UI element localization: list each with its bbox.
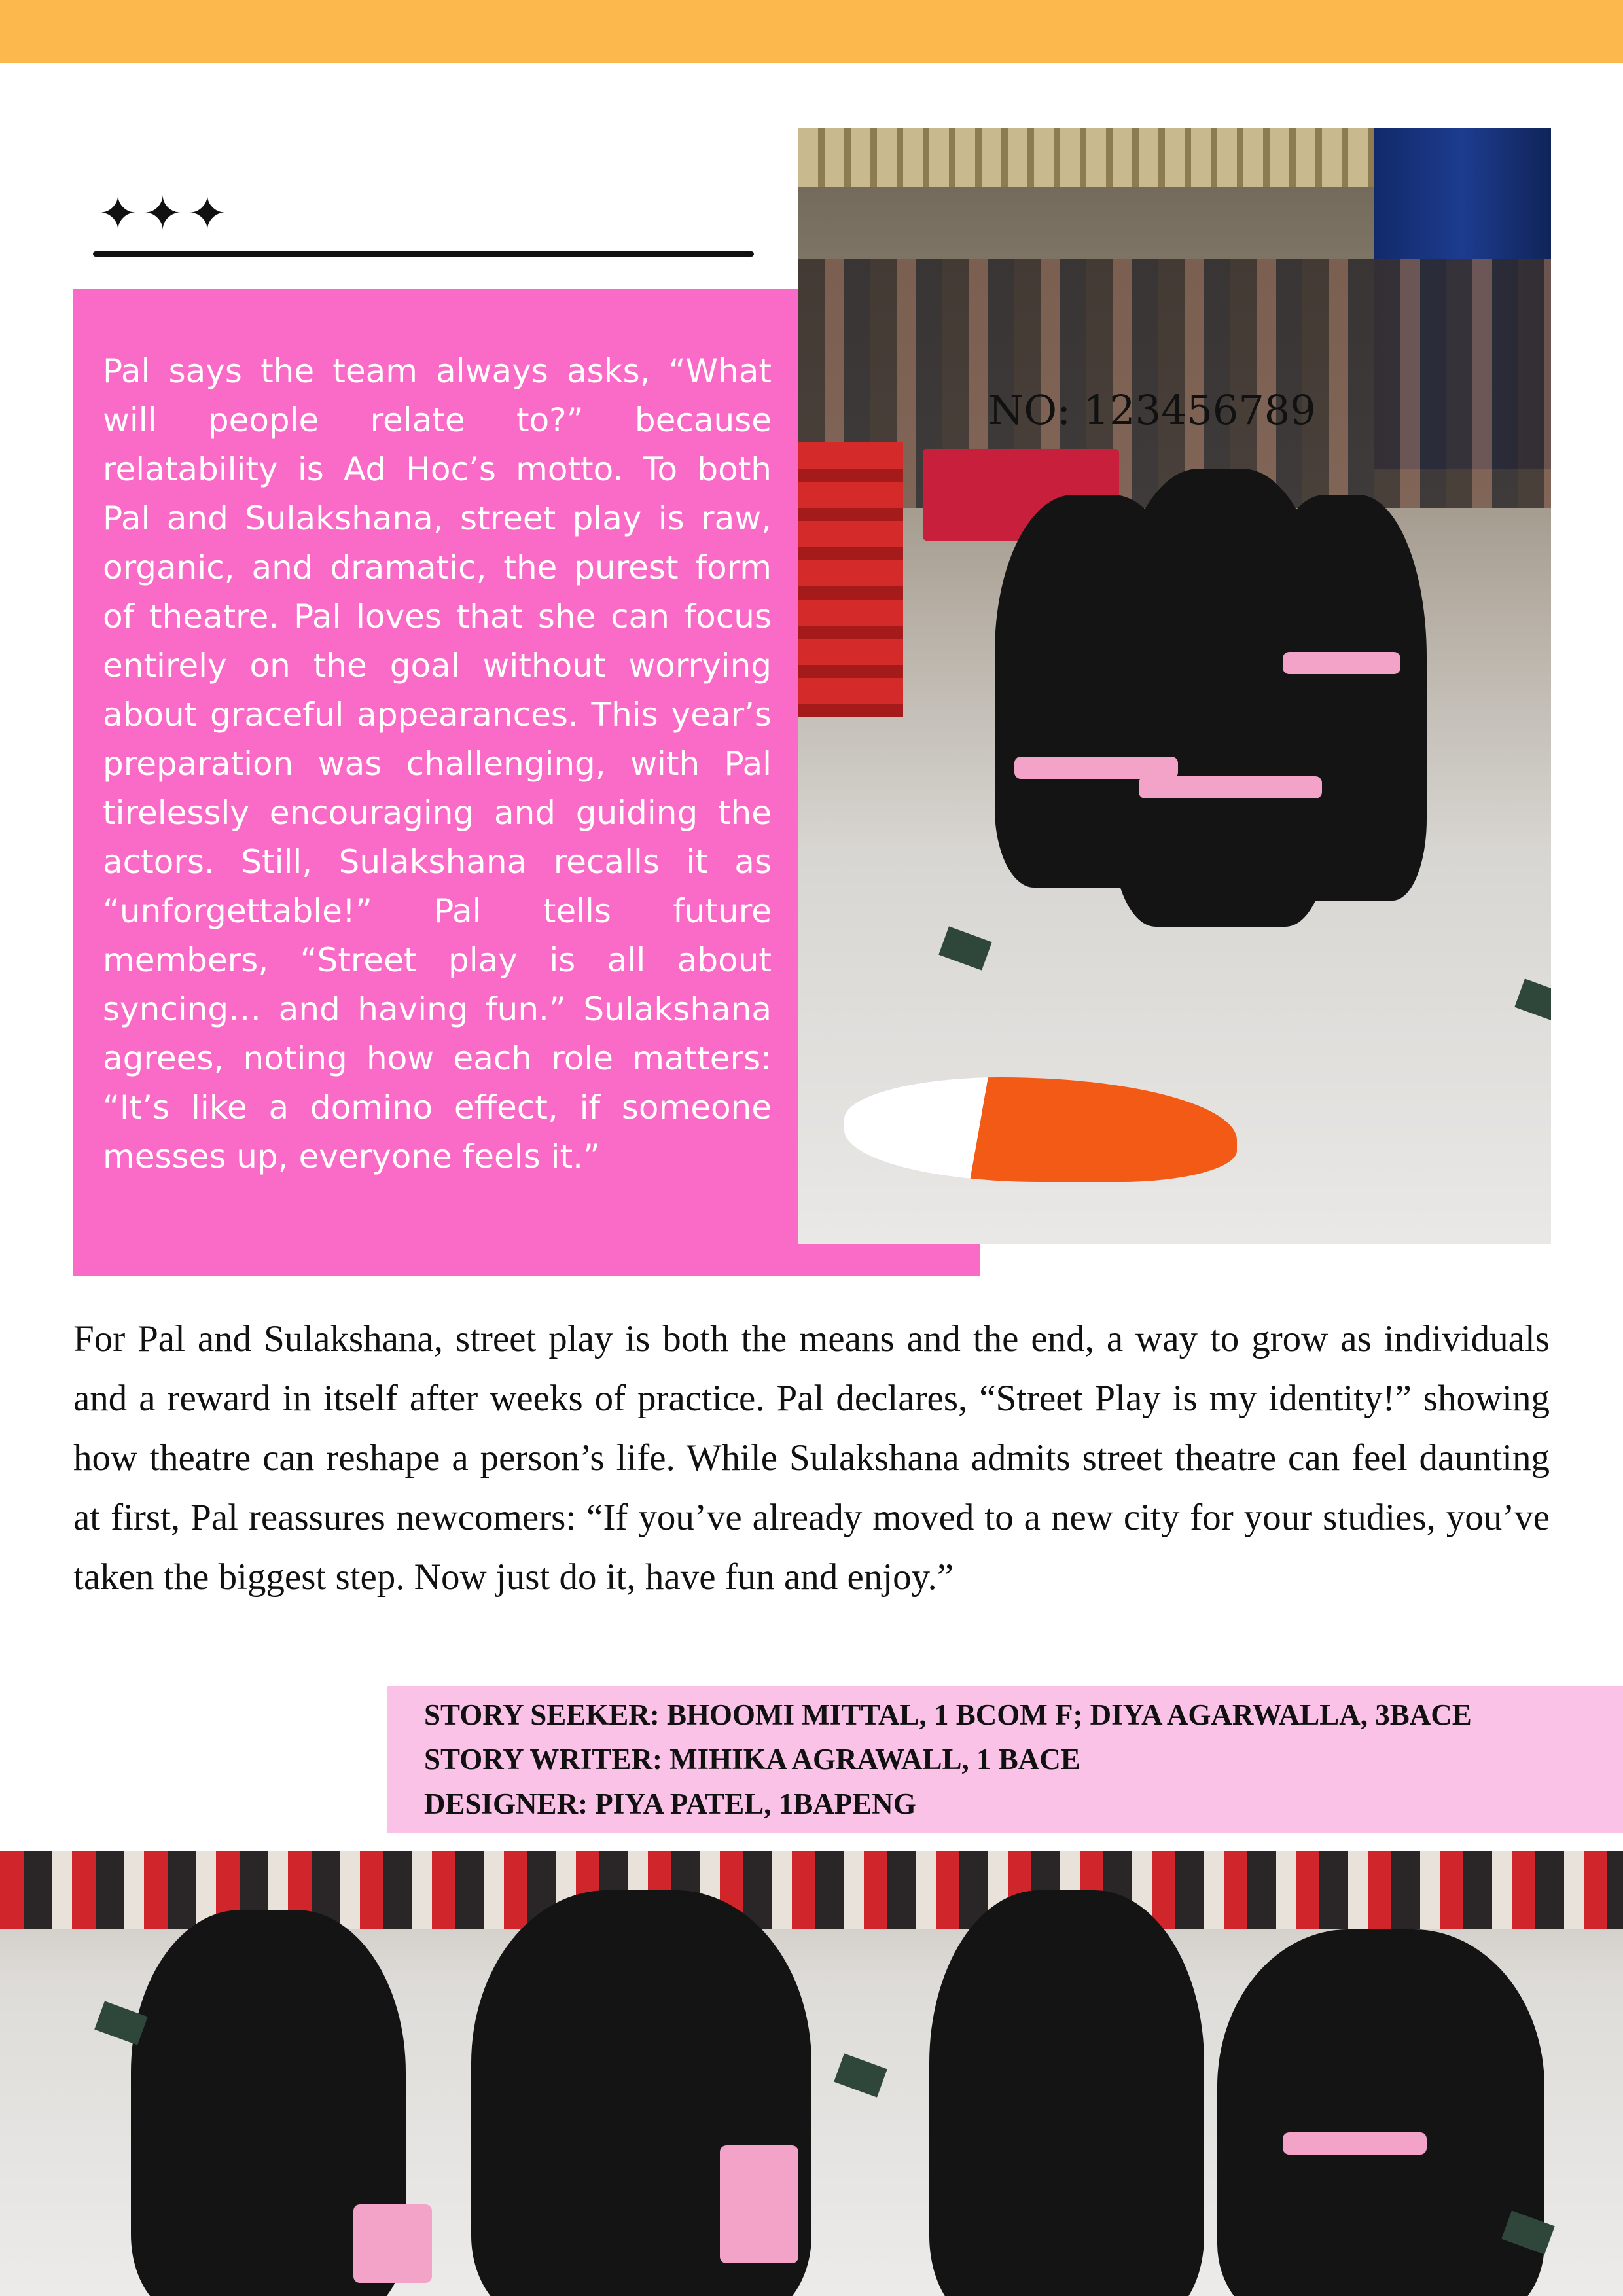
credit-designer: DESIGNER: PIYA PATEL, 1BAPENG xyxy=(424,1787,916,1820)
pink-sash xyxy=(1014,757,1178,779)
body-paragraph: For Pal and Sulakshana, street play is both the means and the end, a way to grow as individuals and a reward in itself after weeks of practice. Pal declares, “Street Play is my identity!” showing how theatre can reshape a person’s life. While Sulakshana admits street theatre can feel daunting at first, Pal reassures newcomers: “If you’ve already moved to a new city for your studies, you’ve taken the biggest step. Now just do it, have fun and enjoy.” xyxy=(73,1318,1550,1598)
heading-rule xyxy=(93,251,754,257)
pink-sash xyxy=(353,2204,432,2283)
top-accent-band xyxy=(0,0,1623,63)
audience-crowd xyxy=(798,259,1551,508)
street-play-photo-bottom xyxy=(0,1851,1623,2296)
performer-figure xyxy=(1257,495,1427,901)
star-icons: ✦✦✦ xyxy=(98,186,232,241)
credit-story-writer: STORY WRITER: MIHIKA AGRAWALL, 1 BACE xyxy=(424,1743,1080,1776)
performer-figure xyxy=(929,1890,1204,2296)
floor-tile xyxy=(834,2053,887,2097)
pink-sash xyxy=(1283,2132,1427,2155)
quote-paragraph: Pal says the team always asks, “What will people relate to?” because relatability is Ad Hoc’s motto. To both Pal and Sulakshana, street play is raw, organic, and dramatic, the purest form of theatre. Pal loves that she can focus entirely on the goal without worrying about graceful appearances. This year’s preparation was challenging, with Pal tirelessly encouraging and guiding the actors. Still, Sulakshana recalls it as “unforgettable!” Pal tells future members, “Street play is all about syncing… and having fun.” Sulakshana agrees, noting how each role matters: “It’s like a domino effect, if someone messes up, everyone feels it.” xyxy=(103,352,772,1175)
pink-sash xyxy=(720,2145,798,2263)
red-chairs xyxy=(798,442,903,717)
credit-story-seeker: STORY SEEKER: BHOOMI MITTAL, 1 BCOM F; DIYA AGARWALLA, 3BACE xyxy=(424,1698,1472,1731)
street-play-photo-top xyxy=(798,128,1551,1244)
performer-figure xyxy=(1217,1929,1544,2296)
photo-stamp: NO: 123456789 xyxy=(988,386,1316,434)
floor-tile xyxy=(938,926,992,970)
hall-ceiling xyxy=(798,128,1374,187)
orange-white-cloth xyxy=(844,1077,1237,1182)
pink-sash xyxy=(1139,776,1322,798)
pink-sash xyxy=(1283,652,1400,674)
floor-tile xyxy=(1514,978,1551,1022)
